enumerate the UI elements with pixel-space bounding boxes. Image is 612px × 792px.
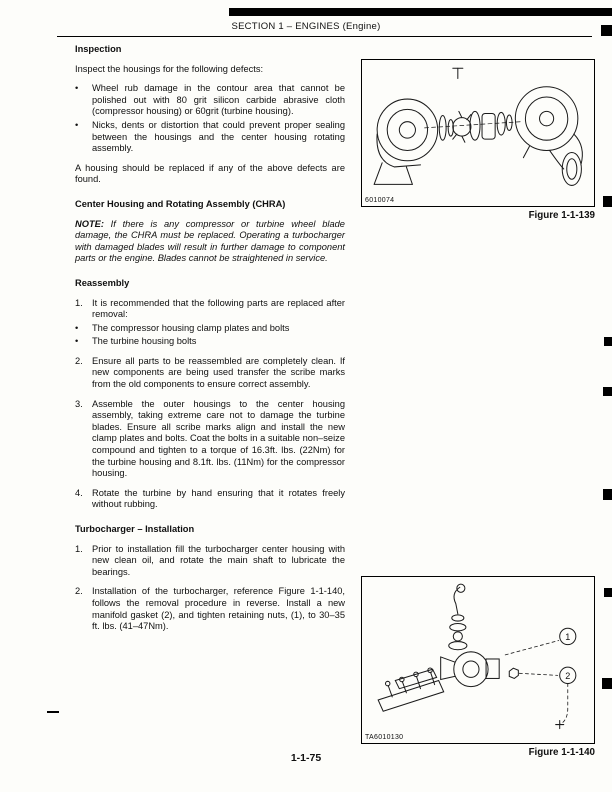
figure-caption: Figure 1-1-139 [528,210,595,221]
callout-2: 2 [565,670,571,681]
figure-1-1-139 [361,59,595,221]
step-text: Assemble the outer housings to the center housing assembly, taking extreme care not to damage the turbine blades. Ensure all scribe marks align and install the new clamp plates and bolts. Coat the bolts in a suitable non–seize compound and tighten to a torque of 16.3ft. lbs. (22Nm) for the turbine housing and 8.1ft. lbs. (11Nm) for the compressor housing. [92,398,345,479]
numbered-step [75,586,345,632]
note-text: If there is any compressor or turbine wheel blade damage, the CHRA must be replaced. Operating a turbocharger with damaged blades will result in further damage to component parts or the engine. Blades cannot be straightened in service. [75,218,345,264]
scan-artifact [47,711,59,713]
page-number: 1-1-75 [290,752,322,764]
step-number: 2. [75,355,83,366]
figure-1-1-140 [361,576,595,758]
bullet-item [75,120,345,155]
figure-photo-code: TA6010130 [365,734,404,741]
sub-bullet-item [75,336,345,348]
step-text: It is recommended that the following parts are replaced after removal: [92,297,345,320]
scan-artifact [603,489,612,500]
step-text: Ensure all parts to be reassembled are completely clean. If new components are being used transfer the scribe marks from the old components to ensure correct assembly. [92,355,345,390]
figure-photo-code: 6010074 [365,197,395,204]
step-text: Installation of the turbocharger, reference Figure 1-1-140, follows the removal procedure in reverse. Install a new manifold gasket (2), and tighten retaining nuts, (1), to 30–35 ft. lbs. (41–47Nm). [92,586,345,632]
step-text: Rotate the turbine by hand ensuring that it rotates freely without rubbing. [92,487,345,510]
note-paragraph [75,219,345,265]
step-number: 1. [75,543,83,554]
step-number: 3. [75,398,83,409]
bullet-marker: • [75,119,79,130]
scan-artifact [604,588,612,597]
scan-artifact-topbar [229,8,612,16]
sub-bullet-text: The compressor housing clamp plates and bolts [92,322,290,333]
bullet-marker: • [75,83,79,94]
text-column [75,44,345,641]
numbered-step [75,544,345,579]
section-header: SECTION 1 – ENGINES (Engine) [231,21,381,32]
heading-inspection: Inspection [75,44,122,54]
heading-reassembly: Reassembly [75,277,130,288]
figure-caption: Figure 1-1-140 [528,747,595,758]
callout-1: 1 [565,631,571,643]
scan-artifact [601,25,612,36]
scan-artifact [602,678,612,689]
figure-frame [361,576,595,744]
step-number: 4. [75,487,83,498]
scan-artifact [604,337,612,346]
heading-chra: Center Housing and Rotating Assembly (CHRA) [75,198,286,209]
bullet-text: Wheel rub damage in the contour area that cannot be polished out with 80 grit silicon carbide abrasive cloth (compressor housing) or 60grit (turbine housing). [92,83,345,117]
numbered-step [75,399,345,480]
numbered-step [75,356,345,391]
turbocharger-installation-drawing [362,577,594,743]
bullet-marker: • [75,336,79,347]
bullet-marker: • [75,322,79,333]
scan-artifact [603,196,612,207]
step-number: 1. [75,297,83,308]
bullet-text: Nicks, dents or distortion that could prevent proper sealing between the housings and the center housing rotating assembly. [92,119,345,154]
scan-artifact [603,387,612,396]
inspection-intro: Inspect the housings for the following defects: [75,63,264,74]
step-text: Prior to installation fill the turbocharger center housing with new clean oil, and rotate the main shaft to lubricate the bearings. [92,543,345,577]
step-number: 2. [75,586,83,597]
figure-frame [361,59,595,207]
inspection-outro: A housing should be replaced if any of the above defects are found. [75,162,345,185]
numbered-step [75,298,345,321]
numbered-step [75,488,345,511]
heading-turbocharger-installation: Turbocharger – Installation [75,524,195,534]
turbocharger-exploded-drawing [362,60,594,206]
note-label: NOTE: [75,218,104,229]
header-rule [57,36,592,37]
sub-bullet-item [75,323,345,335]
bullet-item [75,83,345,118]
sub-bullet-text: The turbine housing bolts [92,336,197,347]
